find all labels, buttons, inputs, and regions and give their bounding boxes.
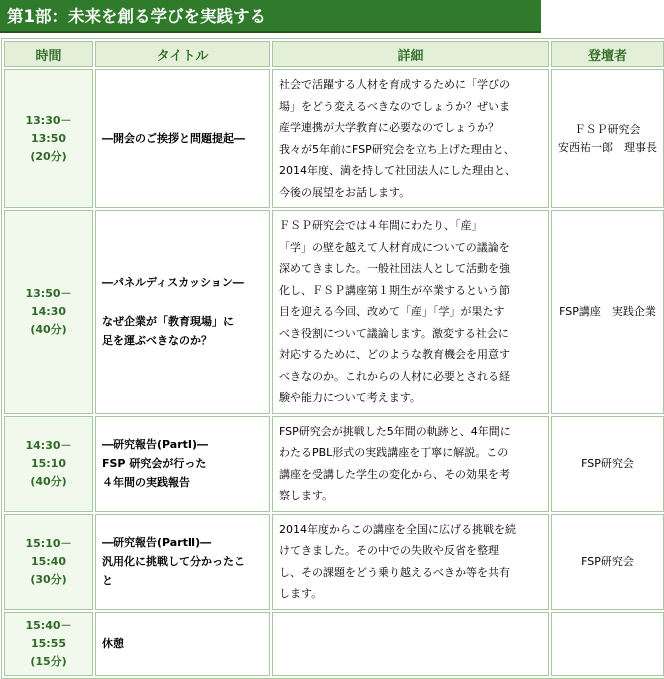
column-header-speaker: 登壇者 — [551, 41, 664, 67]
details-line: 社会で活躍する人材を育成するために「学びの — [279, 78, 510, 91]
title-line: 足を運ぶべきなのか？ — [102, 334, 212, 348]
table-row — [4, 69, 664, 208]
speaker-line: FSP研究会 — [581, 456, 634, 470]
speaker-line: ＦＳＰ研究会 — [574, 122, 641, 136]
speaker-line: FSP講座 実践企業 — [559, 304, 656, 318]
speaker-cell — [551, 514, 664, 610]
details-line: べき役割について議論します。激変する社会に — [279, 326, 509, 340]
details-line: 2014年度、満を持して社団法人にした理由と、 — [279, 164, 516, 177]
details-line: 察します。 — [279, 489, 334, 502]
details-line: 対応するために、どのような教育機会を用意す — [279, 348, 510, 361]
time-range: 13:50－14:30 — [25, 286, 72, 318]
details-line: し、その課題をどう乗り越えるべきか等を共有 — [279, 565, 510, 579]
details-cell — [272, 416, 549, 512]
title-line: FSP 研究会が行った — [102, 457, 207, 470]
time-range: 15:40－15:55 — [25, 618, 72, 650]
title-cell — [95, 514, 270, 610]
column-header-details: 詳細 — [272, 41, 549, 67]
title-line: ―研究報告(PartⅡ)― — [102, 536, 212, 549]
details-cell — [272, 210, 549, 414]
time-cell — [4, 69, 93, 208]
details-line: 験や能力について考えます。 — [279, 391, 421, 404]
duration: (40分) — [30, 474, 67, 488]
title-line: 休憩 — [102, 637, 124, 650]
details-line: 「学」の壁を越えて人材育成についての議論を — [279, 240, 510, 254]
details-cell — [272, 69, 549, 208]
details-line: ＦＳＰ研究会では４年間にわたり、「産」 — [279, 219, 483, 232]
title-line: と — [102, 574, 113, 587]
details-line: します。 — [279, 587, 323, 600]
duration: (40分) — [30, 322, 67, 336]
speaker-cell — [551, 416, 664, 512]
time-range: 15:10－15:40 — [25, 536, 72, 568]
title-cell — [95, 210, 270, 414]
details-line: 深めてきました。一般社団法人として活動を強 — [279, 262, 510, 275]
speaker-cell — [551, 210, 664, 414]
details-line: けてきました。その中での失敗や反省を整理 — [279, 544, 499, 557]
table-row — [4, 514, 664, 610]
details-line: 今後の展望をお話します。 — [279, 185, 411, 199]
details-line: 化し、ＦＳＰ講座第１期生が卒業するという節 — [279, 283, 510, 297]
time-cell — [4, 514, 93, 610]
title-cell — [95, 69, 270, 208]
speaker-line: FSP研究会 — [581, 554, 634, 568]
details-line: 産学連携が大学教育に必要なのでしょうか？ — [279, 121, 499, 134]
title-line — [102, 292, 263, 312]
speaker-line: 安西祐一郎 理事長 — [558, 140, 657, 154]
table-header-row — [4, 41, 664, 67]
page-title: 第1部：未来を創る学びを実践する — [0, 0, 541, 33]
time-range: 13:30－13:50 — [25, 113, 72, 145]
details-cell — [272, 514, 549, 610]
details-line: わたるPBL形式の実践講座を丁寧に解説。この — [279, 446, 509, 459]
title-line: ―パネルディスカッション― — [102, 276, 244, 290]
column-header-title: タイトル — [95, 41, 270, 67]
details-line: べきなのか。これからの人材に必要とされる経 — [279, 369, 510, 383]
duration: (20分) — [30, 149, 67, 163]
time-cell — [4, 210, 93, 414]
title-cell — [95, 416, 270, 512]
details-line: 目を迎える今回、改めて「産」「学」が果たす — [279, 305, 505, 318]
duration: (15分) — [30, 654, 67, 668]
title-line: なぜ企業が「教育現場」に — [102, 315, 234, 329]
column-header-time: 時間 — [4, 41, 93, 67]
schedule-table — [1, 38, 664, 679]
time-range: 14:30－15:10 — [25, 438, 72, 470]
details-line: 2014年度からこの講座を全国に広げる挑戦を続 — [279, 522, 516, 536]
details-line: 我々が5年前にFSP研究会を立ち上げた理由と、 — [279, 142, 515, 156]
duration: (30分) — [30, 572, 67, 586]
table-row — [4, 210, 664, 414]
speaker-cell — [551, 69, 664, 208]
details-line: 講座を受講した学生の変化から、その効果を考 — [279, 467, 510, 481]
title-line: ４年間の実践報告 — [102, 476, 190, 489]
title-line: ―研究報告(PartⅠ)― — [102, 438, 209, 451]
title-line: ―開会のご挨拶と問題提起― — [102, 132, 245, 145]
details-line: FSP研究会が挑戦した5年間の軌跡と、4年間に — [279, 424, 511, 438]
table-row — [4, 416, 664, 512]
title-line: 汎用化に挑戦して分かったこ — [102, 555, 245, 568]
time-cell — [4, 416, 93, 512]
details-line: 場」をどう変えるべきなのでしょうか？ぜいま — [279, 99, 510, 113]
